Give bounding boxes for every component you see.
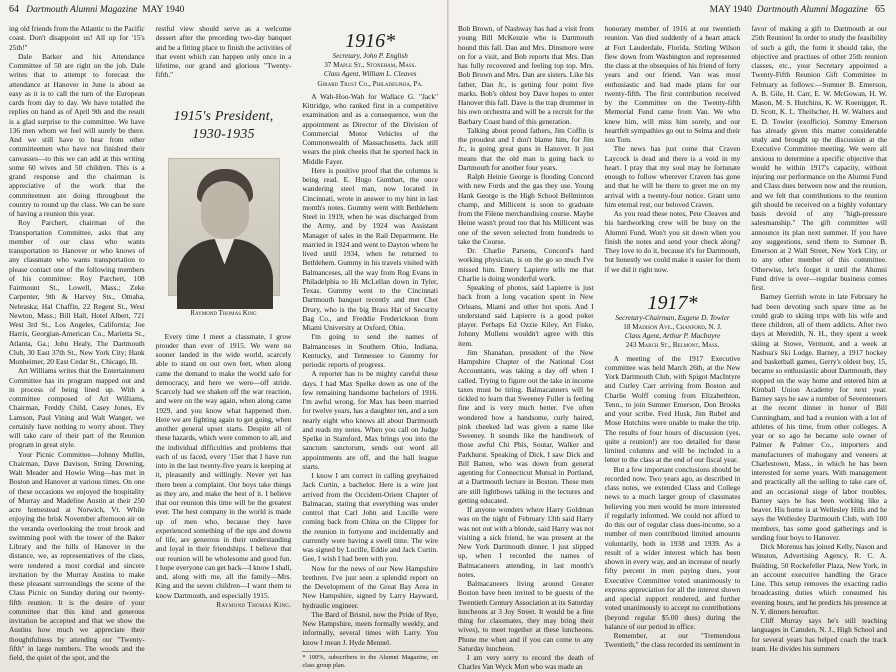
paragraph: Cliff Murray says he's still teaching languages in Camden, N. J., High School and for several years has helped coach the track team. He divides his summers bbox=[751, 616, 888, 653]
right-running-head bbox=[710, 4, 885, 15]
agent-address: 243 March St., Belmont, Mass. bbox=[625, 341, 720, 350]
paragraph: Dick Morenus has joined Kelly, Nason and Winston, Advertising Agency, R. C. A. Building, 50 Rockefeller Plaza, New York, in an account executive handling the Grace Line. This setup removes the exacting radio broadcasting duties which consumed his evening hours, and he predicts his presence at N. Y. dinners hereafter. bbox=[751, 542, 888, 616]
paragraph: Speaking of photos, said Lapierre is just back from a long vacation spent in New Orleans, Miami and other hot spots. And I understand said Lapierre is a good poker player. Perhaps Ed Ozzie Kiley, Art Fiske, Johnny Mullens wouldn't agree with this item. bbox=[458, 283, 594, 348]
paragraph: Now for the news of our New Hampshire brethren. I've just seen a splendid report on the Development of the Great Bay Area in New Hampshire, signed by Larry Hayward, hydraulic engineer. bbox=[302, 563, 439, 610]
paragraph: Bob Brown, of Nashway has had a visit from young Bill McKenzie who is Dartmouth bound this fall. Dan and Mrs. Dinsmore were on for a visit, and Bob reports that Mrs. Dan has fully recovered and feeling top top. Mrs. Bob Brown and Mrs. Dan are sisters. Like his father, Dan Jr., is getting four point five marks. Bob's oldest boy Dave hopes to enter Hanover this fall. Dave is the trap drummer in his own orchestra and will be a recruit for the Barbary Coast band of this generation. bbox=[458, 24, 594, 126]
paragraph: Every time I meet a classmate, I grow prouder than ever of 1915. We were no sooner landed in the wide world, scarcely able to stand on our own feet, when along came the demand to make the world safe for democracy, and here we were—off stride. Scarcely had we shaken off the war reaction, and were on the way again, when along came 1929, and you know what happened then. Here we are fighting again to get going, when another general upset starts. Despite all of these hazards, which were common to all, and the individual difficulties and problems that each of us faced, every '15er that I have run into in the last twenty-five years is keeping at it, pleasantly and willingly. Never yet has there been a complaint. Our boys take things as they are, and make the best of it. I believe that our reunion this time will be the greatest ever. The best company in the world is made up of men who, because they have experienced something of the ups and downs of life, are generous in their understanding and loyal in their friendships. I believe that our reunion will be wholesome and good fun. I hope everyone can get back—I know I shall, and, along with me, all the family—Mrs. King and the seven children—I want them to know Dartmouth, and especially 1915. bbox=[155, 331, 292, 600]
left-column-2 bbox=[155, 24, 292, 609]
secretary-address: 37 Maple St., Stoneham, Mass. bbox=[324, 61, 417, 70]
secretary-line: Secretary, John P. English bbox=[332, 52, 408, 60]
left-page-number: 64 bbox=[9, 4, 19, 15]
paragraph: Jim Shanahan, president of the New Hampshire Chapter of the National Cost Accountants, was taking a day off when I called. Trying to figure out the take in income taxes must be tiring. Balmacanners will be tickled to learn that Sweeney Fuller is feeling fine and is very much better. I've often wondered how a handsome, curly haired, pink cheeked lad was given a name like Sweeney. It sounds like the handiwork of those awful Chi Phis, Soutar, Walker and Parkhurst. Speaking of Dick, I saw Dick and Bill Batten, who was down from general agenting for Connecticut Mutual in Portland, at a Dartmouth lecture in Boston. These men are still lightbows talking in the lectures and getting educated. bbox=[458, 347, 594, 505]
class-year: 1916* bbox=[345, 30, 396, 52]
signature: Raymond Thomas King. bbox=[216, 599, 292, 609]
paragraph: favor of making a gift to Dartmouth at our 25th Reunion! In order to study the feasibility of such a gift, the form it should take, the objective and practises of other 25th reunion classes, etc., your Secretary appointed a Twenty-Fifth Reunion Gift Committee in February as follows:—Sumner B. Emerson, A. B. Gile, H. Carr, E. W. McGowan, H. W. Mason, M. S. Hutchins, K. W. Koenigger, R. D. Scott, K. L. Theilscher, H. W. Walters and E. D. Towler (exofficio). Sommy Emerson has already given this matter considerable study and brought up the discussion at the Executive Committee meeting. We were all anxious to determine a specific objective that would be within 1917's capacity, without injuring our performance on the Alumni Fund and Class dues between now and the reunion, and we felt that contributions to the reunion gift should be received on a highly voluntary basis devoid of any "high-pressure salesmanship." The gift committee will announce its plan next summer. If you have any suggestions, send them to Sumner B. Emerson at 2 Wall Street, New York City, or to any other member of this committee. Otherwise, let's forget it until the Alumni Fund drive is over—regular business comes first. bbox=[751, 24, 888, 292]
paragraph: Roy Parchert, chairman of the Transportation Committee, asks that any member of our class who wants transportation to Hanover or who knows of any classmate who wants transportation to please contact one of the following members of his committee: Roy Parchert, 108 Fairmount St., Lowell, Mass.; Zeke Carpenter, 9th & Harvey Sts., Omaha, Nebraska; Hal Chaffin, 22 Regent St., West Newton, Mass.; Bill Hall, Hotel Albert, 721 West 3rd St., Los Angeles, California; Joe Harris, Georgian-American Co., Marietta St., Atlanta, Ga.; John Healy, The Dartmouth Club, 30 East 37th St., New York City; Hank Monheimer, 20 East Cedar St., Chicago, Ill. bbox=[9, 218, 145, 366]
paragraph: Dr. Charlie Parsons, Concord's hard working physician, is on the go so much I've missed him. Emery Lapierre tells me that Charlie is doing wonderful work. bbox=[458, 246, 594, 283]
footnote: * 100%, subscribers to the Alumni Magazine, on class group plan. bbox=[302, 651, 438, 670]
class-year: 1917* bbox=[647, 291, 698, 314]
right-page bbox=[448, 0, 896, 672]
agent-line: Class Agent, Arthur P. MacIntyre bbox=[624, 332, 721, 341]
left-column-1 bbox=[9, 24, 145, 662]
class-heading-1916 bbox=[302, 30, 438, 89]
paragraph: A reporter has to be mighty careful these days. I had Max Spelke down as one of the few remaining handsome bachelors of 1916. I'm awful wrong, for Max has been married for twelve years, has a daughter ten, and a son nearly eight who knows all about Dartmouth and reads my notes. When you call on Judge Spelke in Stamford, Max brings you into the sanctum sanctorum, sends out word all appointments are off, and the ball league starts. bbox=[302, 369, 439, 471]
secretary-address: 18 Madison Ave., Cranford, N. J. bbox=[623, 322, 722, 331]
paragraph: The news has just come that Craven Laycock is dead and there is a void in my heart. I pray that my soul may be fortunate enough to follow wherever Craven has gone and that he will be there to greet me on my arrival with a twenty-four notice. Grant unto him eternal rest, our beloved Craven. bbox=[604, 144, 741, 209]
paragraph: Barney Gerrish wrote in late February he had been devoting such spare time as he could grab to skiing trips with his wife and three children, all of them addicts. After two days at Meredith, N. H., they spent a week skiing at Stowe, Vermont, and a week at Nashua's Ski Lodge. Barney, a 1917 hockey and basketball games, Gerry's oldest boy, 15, became so enthusiastic about Dartmouth, they stopped on the way home and entered him at Kimball Union Academy for next year. Barney says he saw a number of Seventeeners at the recent dinner in honor of Bill Cunningham, and had a reunion with a lot of athletes of his time, from other colleges. A year or so ago he became sole owner of Palmer & Palmer Co., importers and manufacturers of mahogany and veneers at Charlestown, Mass., in which he has been interested for some years. With management and practically all the selling to take care of, and an occasional siege of labor troubles, Barney says he has been working like a beaver. His home is at Wellesley Hills and he says the Wellesley Dartmouth Club, with 100 members, has some good gatherings and is sending four boys to Hanover. bbox=[751, 292, 888, 542]
right-issue-date: MAY 1940 bbox=[709, 5, 752, 15]
paragraph: As you read these notes, Pete Cleaves and his hardworking crew will be busy on the Alumni Fund. Won't you sit down when you finish the notes and send your check along? They love to do it, because it's for Dartmouth, but honestly we could make it easier for them if we did it right now. bbox=[604, 209, 741, 274]
paragraph: The Bard of Bristol, now the Pride of Rye, New Hampshire, meets formally weekly, and informally, several times with Larry. You know I mean J. Hyde Mennel. bbox=[302, 609, 439, 647]
paragraph: Art Williams writes that the Entertainment Committee has its program mapped out and in process of being lined up. With a committee composed of Art Williams, Chairman, Freddy Child, Casey Jones, Ev Lamson, Paul Vining and Walt Wanger, we certainly have nothing to worry about. They will take care of their part of the Reunion program in great style. bbox=[9, 366, 145, 450]
right-column-2 bbox=[604, 24, 741, 650]
paragraph: ing old friends from the Atlantic to the Pacific coast. Don't disappoint us! All up for '15's 25th!" bbox=[9, 24, 145, 52]
portrait-photo bbox=[168, 158, 280, 296]
paragraph: Ralph Heinie George is flooding Concord with new Fords and the gas they use. Young Hank George is the High School Bellminton champ, and Millicent is soon to graduate from the Filene merchandising course. Maybe Heine wasn't proud too that his Millicent was one of the seven selected from hundreds to take the Course. bbox=[458, 172, 594, 246]
left-issue-date: MAY 1940 bbox=[142, 5, 185, 15]
right-publication-title: Dartmouth Alumni Magazine bbox=[756, 5, 868, 15]
left-running-head bbox=[9, 4, 184, 15]
paragraph: Your Picnic Committee—Johnny Mullin, Chairman, Dave Davison, String Downing, Walt Meader and Howie Wing—has met in Boston and Hanover at various times. On one of these occasions we enjoyed the hospitality of Murray and Madeline Austin at their 250 acre homestead at Norwich, Vt. While enjoying the brisk November afternoon air on the veranda overlooking the trout brook and swimming pool with the tower of the Baker Library and the hills of Hanover in the distance, we, as representatives of the class, were tendered a most cordial and sincere invitation by the Murray Austins to make these pleasant surroundings the scene of the Class Picnic on Sunday during our twenty-fifth reunion. It is the desire of your committee that this kind and generous invitation be accepted and that we show the Austins how much we appreciate their thoughtfulness by attending our "Twenty-fifth" in large numbers. The woods and the field, the quiet of the spot, and the bbox=[9, 449, 145, 662]
paragraph: I am very sorry to record the death of Charles Van Wyck Mott who was made an bbox=[458, 653, 594, 672]
paragraph: But a few important conclusions should be recorded now. Two years ago, as described in class notes, we extended Class and College news to a much larger group of classmates believing you men would be more interested if regularly informed. We could not afford to do this out of regular class dues-income, so a number of men contributed limited amounts voluntarily, both in 1938 and 1939. As a result of a wider interest which has been shown in every way, and an increase of nearly fifty percent in men paying dues, your Executive Committee voted unanimously to express appreciation for all the interest shown and special support rendered, and further voted unanimously to accept no contributions (beyond regular $5.00 dues) during the balance of our period in office. bbox=[604, 464, 741, 631]
paragraph: A meeting of the 1917 Executive committee was held March 26th, at the New York Dartmouth Club, with Spigot MacIntyre and Curley Carr arriving from Boston and Charlie Wolff coming from Elizabethton, Tenn., to join Sumner Emerson, Don Brooks and your scribe. Fred Husk, Jim Rubel and Mose Hutchins were unable to make the trip. The results of four hours of discussion (yes, quite a reunion!) are too detailed for these limited columns and will be included in a letter to the class at the end of our fiscal year. bbox=[604, 353, 741, 465]
feature-title: 1915's President, 1930-1935 bbox=[173, 108, 274, 142]
agent-address: Girard Trust Co., Philadelphia, Pa. bbox=[317, 79, 423, 88]
photo-name: Raymond Thomas King bbox=[190, 308, 257, 317]
paragraph: I know I am correct in calling greyhaired Jack Curtin, a bachelor. Here is a wire just arrived from the Occident-Orient Chapter of Balmacan, stating that everything was under control that Carl John and Lucille were coming back from China on the Clipper for the reunion in fortyone and incidentally and currently were having a swell time. The wire was signed by Lucille, Eddie and Jack Curtin. Gee, I wish I had been with you. bbox=[302, 471, 439, 564]
left-publication-title: Dartmouth Alumni Magazine bbox=[26, 5, 138, 15]
right-column-1 bbox=[458, 24, 594, 672]
paragraph: restful view should serve as a welcome dessert after the preceding two-day banquet and be a fitting place to finish the activities of that event which can happen only once in a lifetime, our grand and glorious "Twenty-fifth." bbox=[155, 24, 292, 80]
paragraph: Remember, at our "Tremendous Twentieth," the class recorded its sentiment in bbox=[604, 631, 741, 650]
paragraph: Here is positive proof that the columns is being read. E. Hugo Gumbart, the once wandering steel man, now located in Cincinnati, wrote in answer to my hint in last month's notes. Gummy went with Bethlehem Steel in 1919, when he was discharged from the Army, and by 1924 was Assistant Manager of sales in the Rail Department. He married in 1924 and went to Dayton where he lived until 1934, when he returned to Bethlehem. Gummy in his travels visited with Balmanceses, all the way from Rog Evans in Philadelphia to Hi McLellan down in Tyler, Texas. Gummy went to the Cincinnati Dartmouth banquet recently and met Chet Drury, who is the big Brass Hat of Security Bag Co., and Freddie Frederickson from Miami University at Oxford, Ohio. bbox=[302, 165, 439, 333]
paragraph: Dale Barker and his Attendance Committee of 50 are right on the job. Dale writes that to attempt to forecast the attendance at Hanover in June is about as easy as it is to call the turn of the European cards from day to day. We have totalled the replies on hand as of April 9th and the result is a glad surprise to the committee. We have 136 men whom we feel will surely be there. And we still have to hear from other committeemen who have not finished their canvasses—to this we can add at this writing some 60 wives and 50 children. This is a grand response and the chairman is appreciative of the work that the commiteemen are doing throughout the country to round up the class. We can be sure of having a reunion this year. bbox=[9, 51, 145, 218]
secretary-line: Secretary-Chairman, Eugene D. Towler bbox=[615, 313, 730, 322]
agent-line: Class Agent, William L. Cleaves bbox=[323, 70, 417, 79]
right-page-number: 65 bbox=[875, 4, 885, 15]
paragraph: I'm going to send the names of Balmanceses in Southern Ohio, Indiana, Kentucky, and Tennessee to Gummy for periodic reports of progress. bbox=[302, 332, 439, 370]
right-column-3 bbox=[751, 24, 888, 653]
paragraph: honorary member of 1916 at our twentieth reunion. Van died suddenly of a heart attack at Fort Lauderdale, Florida. Stirling Wilson flew down from Washington and represented the class at the obsequies of his friend of forty years and our friend. Van was most enthusiastic and had made plans for our twenty-fifth. The first contribution received by the Committee on the Twenty-fifth Memorial Fund came from Van. We who knew him, will miss him sorely, and our heartfelt sympathies go out to Selma and their son Tom. bbox=[604, 24, 741, 144]
paragraph: Talking about proud fathers, Jim Coffin is the proudest and I don't blame him, for Jim Jr., is going great guns in Hanover. It just means that the old man is going back to Dartmouth for another four years. bbox=[458, 125, 594, 172]
paragraph: Balmacaneers living around Greater Boston have been invited to be guests of the Twentieth Century Association at its Saturday luncheons at 3 Joy Street. It would be a fine thing for classmates, they may bring their wives), to meet together at these luncheons. Phone me when and if you can come to any Saturday luncheon. bbox=[458, 579, 594, 653]
paragraph: If anyone wonders where Harry Goldman was on the night of February 13th said Harry was not out with a blonde, said Harry was not visiting a sick friend, he was present at the New York Dartmouth dinner. I just slipped up, when I recorded the names of Balmacaneers attending, in last month's notes. bbox=[458, 505, 594, 579]
left-column-3 bbox=[302, 24, 439, 669]
paragraph: A Wah-Hoo-Wah for Wallace G. "Jack" Kittridge, who ranked first in a competitive examination and as a consequence, won the appointment as Director of the Division of Commercial Motor Vehicles of the Commonwealth of Massachusetts. Jack still wears the pink cheeks that he sported back in Middle Fayer. bbox=[302, 91, 439, 166]
left-page bbox=[0, 0, 448, 669]
class-heading-1917 bbox=[605, 292, 741, 351]
